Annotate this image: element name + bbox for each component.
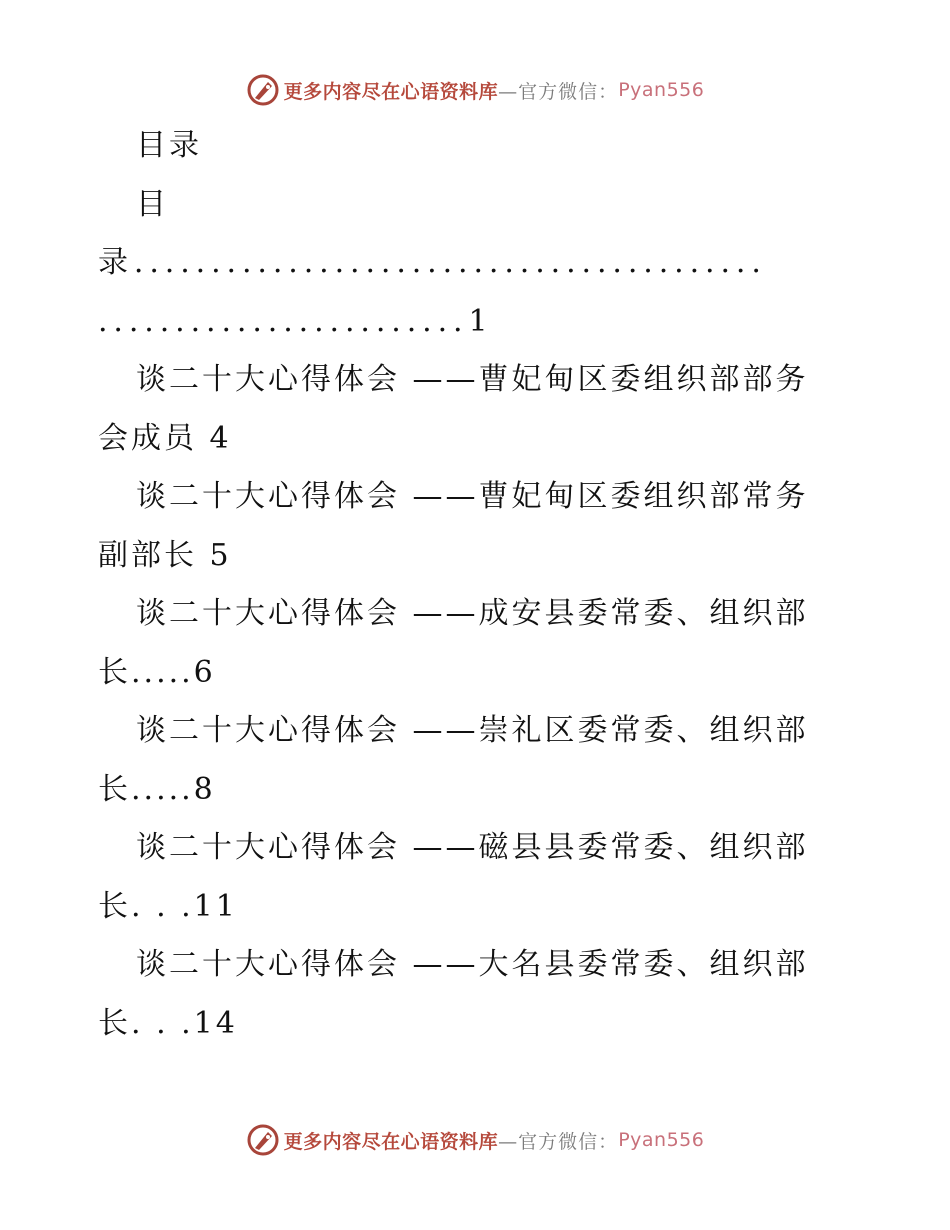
toc-title-line-2: 录.........................................	[98, 245, 767, 280]
toc-entry-continuation: 副部长 5	[98, 537, 232, 573]
pen-logo-icon	[246, 1123, 280, 1157]
toc-entry-title: 谈二十大心得体会 ——曹妃甸区委组织部部务	[136, 362, 809, 397]
toc-entry-continuation: 长.....6	[98, 654, 216, 690]
toc-entry[interactable]	[98, 819, 838, 936]
toc-entry[interactable]	[98, 702, 838, 819]
banner-text: 更多内容尽在心语资料库	[283, 80, 499, 103]
toc-entry-title: 谈二十大心得体会 ——崇礼区委常委、组织部	[136, 713, 809, 748]
toc-entry-continuation: 长. . .14	[98, 1005, 238, 1041]
toc-entry[interactable]	[98, 585, 838, 702]
document-body	[98, 117, 838, 1053]
toc-entry[interactable]	[98, 351, 838, 468]
toc-entry-title: 谈二十大心得体会 ——成安县委常委、组织部	[136, 596, 809, 631]
banner-wechat-id: Pyan556	[618, 1129, 705, 1151]
toc-title-line-3: ........................1	[98, 303, 494, 339]
banner-text: 更多内容尽在心语资料库	[283, 1130, 499, 1153]
toc-entry-title: 谈二十大心得体会 ——曹妃甸区委组织部常务	[136, 479, 809, 514]
banner-wechat-label: —官方微信：	[498, 80, 619, 103]
toc-entry-continuation: 长.....8	[98, 771, 216, 807]
toc-entry-title: 谈二十大心得体会 ——大名县委常委、组织部	[136, 947, 809, 982]
toc-entry-continuation: 会成员 4	[98, 420, 232, 456]
toc-entry-title: 谈二十大心得体会 ——磁县县委常委、组织部	[136, 830, 809, 865]
toc-entry[interactable]	[98, 936, 838, 1053]
footer-banner	[0, 1120, 950, 1160]
pen-logo-icon	[246, 73, 280, 107]
toc-entry-continuation: 长. . .11	[98, 888, 238, 924]
page-heading: 目录	[136, 128, 202, 163]
banner-wechat-id: Pyan556	[618, 79, 705, 101]
toc-title-line-1: 目	[136, 186, 169, 222]
banner-wechat-label: —官方微信：	[498, 1130, 619, 1153]
toc-entry[interactable]	[98, 468, 838, 585]
header-banner	[0, 70, 950, 110]
